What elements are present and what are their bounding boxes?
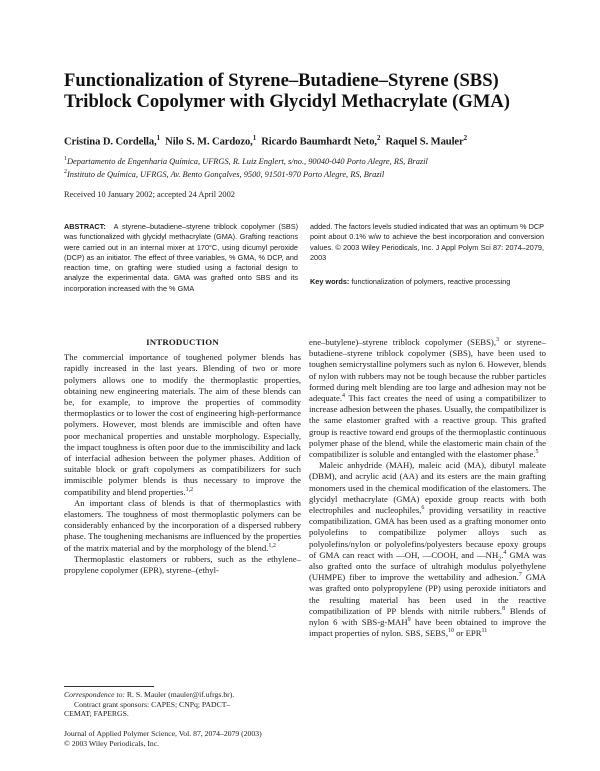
copyright-line: © 2003 Wiley Periodicals, Inc. — [64, 738, 160, 748]
abstract-label: ABSTRACT: — [64, 222, 106, 231]
affiliation-line: $^1$Departamento de Engenharia Química, UFRGS, R. Luiz Englert, s/no., 90040-040 Porto Alegre, RS, Brazil — [64, 156, 428, 166]
title-line-1: Functionalization of Styrene–Butadiene–Styrene (SBS) — [64, 70, 499, 91]
keywords — [310, 277, 544, 287]
paragraph: ene–butylene)–styrene triblock copolymer (SEBS),$^3$ or styrene–butadiene–styrene triblock copolymer (SBS), have been used to toughen semicrystalline polymers such as nylon 6. However, blends of nylon with rubbers may not be tough because the rubber particles formed during melt blending are too large and adhesion may not be adequate.$^4$ This fact creates the need of using a compatibilizer to increase adhesion between the phases. Usually, the compatibilizer is the same elastomer grafted with a reactive group. This grafted group is reactive toward end groups of the thermoplastic continuous polymer phase of the blend, while the elastomeric main chain of the compatibilizer is soluble and entangled with the elastomer phase.$^5$ — [309, 337, 546, 460]
citation: 1,2 — [185, 486, 194, 493]
journal-citation — [64, 729, 301, 748]
paragraph: Thermoplastic elastomers or rubbers, such as the ethylene–propylene copolymer (EPR), styrene–(ethyl- — [64, 553, 301, 576]
title-line-2: Triblock Copolymer with Glycidyl Methacrylate (GMA) — [64, 91, 511, 112]
abstract-right: added. The factors levels studied indicated that was an optimum % DCP point about 0.1% w/w to achieve the best incorporation and conversion values. © 2003 Wiley Periodicals, Inc. J Appl Polym Sci 87: 2074–2079, 2003 — [310, 222, 544, 262]
author-name: Raquel S. Mauler — [385, 136, 464, 148]
section-heading: INTRODUCTION — [146, 337, 219, 347]
author-affil-mark: 1 — [156, 134, 161, 142]
citation: 11 — [481, 628, 488, 635]
author-name: Nilo S. M. Cardozo, — [165, 136, 253, 148]
paragraph: Maleic anhydride (MAH), maleic acid (MA), dibutyl maleate (DBM), and acrylic acid (AA) and its esters are the main grafting monomers used in the chemical modification of the elastomers. The glycidyl methacrylate (GMA) epoxide group reacts with both electrophiles and nucleophiles,$^6$ providing versatility in reactive compatibilization. GMA has been used as a grafting monomer onto polyolefins to compatibilize polymer alloys such as polyolefins/nylon or polyolefins/polyesters because epoxy groups of GMA can react with —OH, —COOH, and $—NH_2.^4$ GMA was also grafted onto the surface of ultrahigh modulus polyethylene (UHMPE) fiber to improve the wettability and adhesion.$^7$ GMA was grafted onto polypropylene (PP) using peroxide initiators and the resulting material has been used in the reactive compatibilization of PP blends with nitrile rubbers.$^8$ Blends of nylon 6 with SBS-g-MAH$^9$ have been obtained to improve the impact properties of nylon. SBS, SEBS,$^{10}$ or EPR$^{11}$ — [309, 460, 546, 639]
grant-note-line: CEMAT; FAPERGS. — [64, 709, 129, 719]
paragraph: An important class of blends is that of thermoplastics with elastomers. The toughness of most thermoplastic polymers can be considerably enhanced by the incorporation of a dispersed rubbery phase. The toughening mechanisms are influenced by the properties of the matrix material and by the morphology of the blend.$^{1,2}$ — [64, 497, 301, 553]
author-affil-mark: 2 — [463, 134, 468, 142]
citation: 4 — [342, 393, 346, 400]
author-affil-mark: 2 — [376, 134, 381, 142]
citation: 4 — [503, 549, 507, 556]
keywords-label: Key words: — [310, 277, 350, 286]
citation: 3 — [496, 337, 500, 344]
author-name: Ricardo Baumhardt Neto, — [261, 136, 377, 148]
citation: 7 — [518, 572, 522, 579]
received-dates: Received 10 January 2002; accepted 24 April 2002 — [64, 190, 235, 199]
citation: 6 — [421, 505, 425, 512]
paragraph: The commercial importance of toughened polymer blends has rapidly increased in the last years. Blending of two or more polymers allows one to modify the thermoplastic properties, obtaining new engineering materials. The aim of these blends can be, for example, to improve the properties of commodity thermoplastics or to lower the cost of engineering high-performance polymers. However, most blends are immiscible and often have poor mechanical properties and unstable morphology. Especially, the impact toughness is often poor due to the immiscibility and lack of interfacial adhesion between the polymer phases. Addition of suitable block or graft copolymers as compatibilizers for such immiscible polymer blends is thus necessary to improve the compatibility and blend properties.$^{1,2}$ — [64, 352, 301, 497]
citation: 1,2 — [268, 542, 276, 549]
body-column-right — [309, 337, 546, 639]
citation: 10 — [448, 628, 454, 635]
author-affil-mark: 1 — [252, 134, 257, 142]
body-column-left — [64, 337, 301, 576]
footnotes — [64, 690, 301, 719]
affiliation-line: $^2$Instituto de Química, UFRGS, Av. Bento Gonçalves, 9500, 91501-970 Porto Alegre, RS, Brazil — [64, 168, 385, 179]
affiliations — [64, 154, 564, 180]
abstract-left — [64, 222, 298, 294]
keywords-text: functionalization of polymers, reactive processing — [351, 277, 511, 286]
citation: 8 — [502, 605, 506, 612]
grant-note-line: Contract grant sponsors: CAPES; CNPq; PADCT– — [74, 699, 231, 709]
citation: 9 — [407, 617, 411, 624]
article-title — [64, 70, 564, 112]
footnote-divider — [64, 686, 154, 687]
author-name: Cristina D. Cordella, — [64, 136, 157, 148]
abstract-text-left: A styrene–butadiene–styrene triblock copolymer (SBS) was functionalized with glycidyl methacrylate (GMA). Grafting reactions were carried out in an internal mixer at 170°C, using dicumyl peroxide (DCP) as an initiator. The effect of three variables, % GMA, % DCP, and reaction time, on grafting were studied using a factorial design to analyze the experimental data. GMA was grafted onto SBS and its incorporation increased with the % GMA — [64, 222, 298, 293]
citation: 5 — [535, 449, 539, 456]
journal-line: Journal of Applied Polymer Science, Vol. 87, 2074–2079 (2003) — [64, 729, 262, 738]
correspondence-note: Correspondence to: R. S. Mauler (mauler@if.ufrgs.br). — [64, 690, 235, 699]
author-list — [64, 134, 564, 148]
